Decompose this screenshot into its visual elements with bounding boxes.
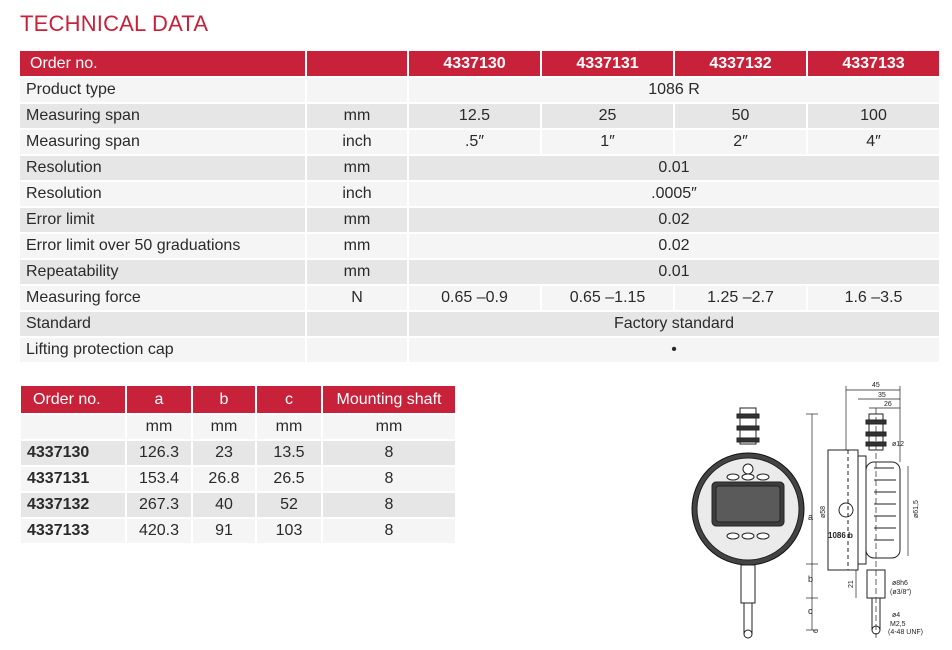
shaft-ring xyxy=(737,438,759,442)
technical-data-table xyxy=(18,51,941,364)
row-value: 0.01 xyxy=(409,260,939,286)
dimension-value: 26.5 xyxy=(257,467,321,493)
dim-3-8-label: (ø3/8″) xyxy=(890,589,912,596)
unit-cell: mm xyxy=(193,415,255,441)
row-value: 1″ xyxy=(542,130,673,156)
unit-cell: mm xyxy=(127,415,191,441)
row-label: Measuring span xyxy=(20,130,305,156)
dim-4-label: ø4 xyxy=(892,612,901,619)
dial-gauge-technical-drawing xyxy=(688,378,944,644)
column-header: Mounting shaft xyxy=(323,386,455,415)
dimension-value: 26.8 xyxy=(193,467,255,493)
row-label: Lifting protection cap xyxy=(20,338,305,364)
dimension-value: 267.3 xyxy=(127,493,191,519)
row-label: Resolution xyxy=(20,182,305,208)
row-value: 0.02 xyxy=(409,208,939,234)
dims-header-row xyxy=(21,386,455,415)
dimension-value: 52 xyxy=(257,493,321,519)
dim-a-label: a xyxy=(808,512,814,522)
row-value: 25 xyxy=(542,104,673,130)
order-number: 4337132 xyxy=(21,493,125,519)
button-icon xyxy=(757,474,769,480)
stem xyxy=(741,565,755,603)
table-row xyxy=(20,338,939,364)
dim-6-label: 6 xyxy=(813,629,820,633)
row-value: 0.65 –1.15 xyxy=(542,286,673,312)
button-icon xyxy=(742,474,754,480)
header-label: Order no. xyxy=(20,51,305,78)
row-value: 0.65 –0.9 xyxy=(409,286,540,312)
row-value: .0005″ xyxy=(409,182,939,208)
row-label: Measuring force xyxy=(20,286,305,312)
header-unit xyxy=(307,51,407,78)
unit-cell xyxy=(21,415,125,441)
units-row xyxy=(21,415,455,441)
dimension-value: 23 xyxy=(193,441,255,467)
dim-12-label: ø12 xyxy=(892,441,905,448)
row-value: 1086 R xyxy=(409,78,939,104)
row-unit xyxy=(307,312,407,338)
row-unit xyxy=(307,78,407,104)
row-value: • xyxy=(409,338,939,364)
table-row xyxy=(20,208,939,234)
table-row xyxy=(21,493,455,519)
column-header: b xyxy=(193,386,255,415)
row-value: 0.02 xyxy=(409,234,939,260)
dimension-value: 8 xyxy=(323,467,455,493)
table-row xyxy=(20,78,939,104)
dim-8h6-label: ø8h6 xyxy=(892,580,908,587)
row-label: Product type xyxy=(20,78,305,104)
dim-b-label: b xyxy=(808,574,814,584)
row-unit: inch xyxy=(307,130,407,156)
dim-26-label: 26 xyxy=(884,401,892,408)
order-number: 4337132 xyxy=(675,51,806,78)
dimension-value: 8 xyxy=(323,519,455,545)
table-row xyxy=(20,130,939,156)
logo-mark xyxy=(743,464,753,474)
side-cap xyxy=(866,462,900,558)
row-label: Error limit over 50 graduations xyxy=(20,234,305,260)
dimension-value: 91 xyxy=(193,519,255,545)
row-label: Resolution xyxy=(20,156,305,182)
unit-cell: mm xyxy=(323,415,455,441)
order-number: 4337131 xyxy=(542,51,673,78)
page-title: TECHNICAL DATA xyxy=(20,11,209,36)
button-icon xyxy=(727,474,739,480)
row-value: 1.6 –3.5 xyxy=(808,286,939,312)
table-row xyxy=(21,467,455,493)
table-row xyxy=(20,312,939,338)
row-label: Repeatability xyxy=(20,260,305,286)
dimensions-table xyxy=(19,386,457,545)
dim-35-label: 35 xyxy=(878,392,886,399)
table-row xyxy=(20,286,939,312)
contact-point xyxy=(744,630,752,638)
order-number: 4337130 xyxy=(409,51,540,78)
order-number: 4337133 xyxy=(808,51,939,78)
order-number: 4337130 xyxy=(21,441,125,467)
dimension-value: 103 xyxy=(257,519,321,545)
shaft-ring xyxy=(737,414,759,418)
gauge-side-view xyxy=(828,408,900,638)
row-label: Measuring span xyxy=(20,104,305,130)
dimension-value: 420.3 xyxy=(127,519,191,545)
row-unit: mm xyxy=(307,156,407,182)
column-header: c xyxy=(257,386,321,415)
row-value: 2″ xyxy=(675,130,806,156)
gauge-front-view xyxy=(692,408,804,638)
shaft-ring xyxy=(737,426,759,430)
column-header: a xyxy=(127,386,191,415)
unit-cell: mm xyxy=(257,415,321,441)
row-unit: inch xyxy=(307,182,407,208)
button-icon xyxy=(727,533,739,539)
table-row xyxy=(20,182,939,208)
row-unit: mm xyxy=(307,234,407,260)
table-row xyxy=(20,234,939,260)
column-header: Order no. xyxy=(21,386,125,415)
table-row xyxy=(20,156,939,182)
tech-header-row xyxy=(20,51,939,78)
row-value: Factory standard xyxy=(409,312,939,338)
model-label: 1086 b xyxy=(828,531,853,540)
dimension-value: 153.4 xyxy=(127,467,191,493)
row-value: 0.01 xyxy=(409,156,939,182)
order-number: 4337131 xyxy=(21,467,125,493)
row-unit: mm xyxy=(307,260,407,286)
button-icon xyxy=(757,533,769,539)
row-unit: mm xyxy=(307,104,407,130)
dimension-value: 126.3 xyxy=(127,441,191,467)
order-number: 4337133 xyxy=(21,519,125,545)
row-value: 1.25 –2.7 xyxy=(675,286,806,312)
row-value: .5″ xyxy=(409,130,540,156)
dimension-value: 40 xyxy=(193,493,255,519)
table-row xyxy=(21,519,455,545)
row-unit: N xyxy=(307,286,407,312)
spindle xyxy=(744,603,752,633)
dim-m25-label: M2,5 xyxy=(890,621,906,628)
row-value: 100 xyxy=(808,104,939,130)
row-value: 4″ xyxy=(808,130,939,156)
row-label: Error limit xyxy=(20,208,305,234)
dim-unf-label: (4-48 UNF) xyxy=(888,629,924,636)
row-unit xyxy=(307,338,407,364)
table-row xyxy=(21,441,455,467)
dim-21-label: 21 xyxy=(848,580,855,588)
dimension-value: 8 xyxy=(323,493,455,519)
row-label: Standard xyxy=(20,312,305,338)
table-row xyxy=(20,260,939,286)
dimension-value: 8 xyxy=(323,441,455,467)
dim-45-label: 45 xyxy=(872,382,880,389)
row-value: 50 xyxy=(675,104,806,130)
dimension-value: 13.5 xyxy=(257,441,321,467)
row-value: 12.5 xyxy=(409,104,540,130)
button-icon xyxy=(742,533,754,539)
dim-615-label: ø61,5 xyxy=(913,500,920,518)
row-unit: mm xyxy=(307,208,407,234)
dim-58-label: ø58 xyxy=(820,505,827,518)
dim-c-label: c xyxy=(808,606,813,616)
table-row xyxy=(20,104,939,130)
